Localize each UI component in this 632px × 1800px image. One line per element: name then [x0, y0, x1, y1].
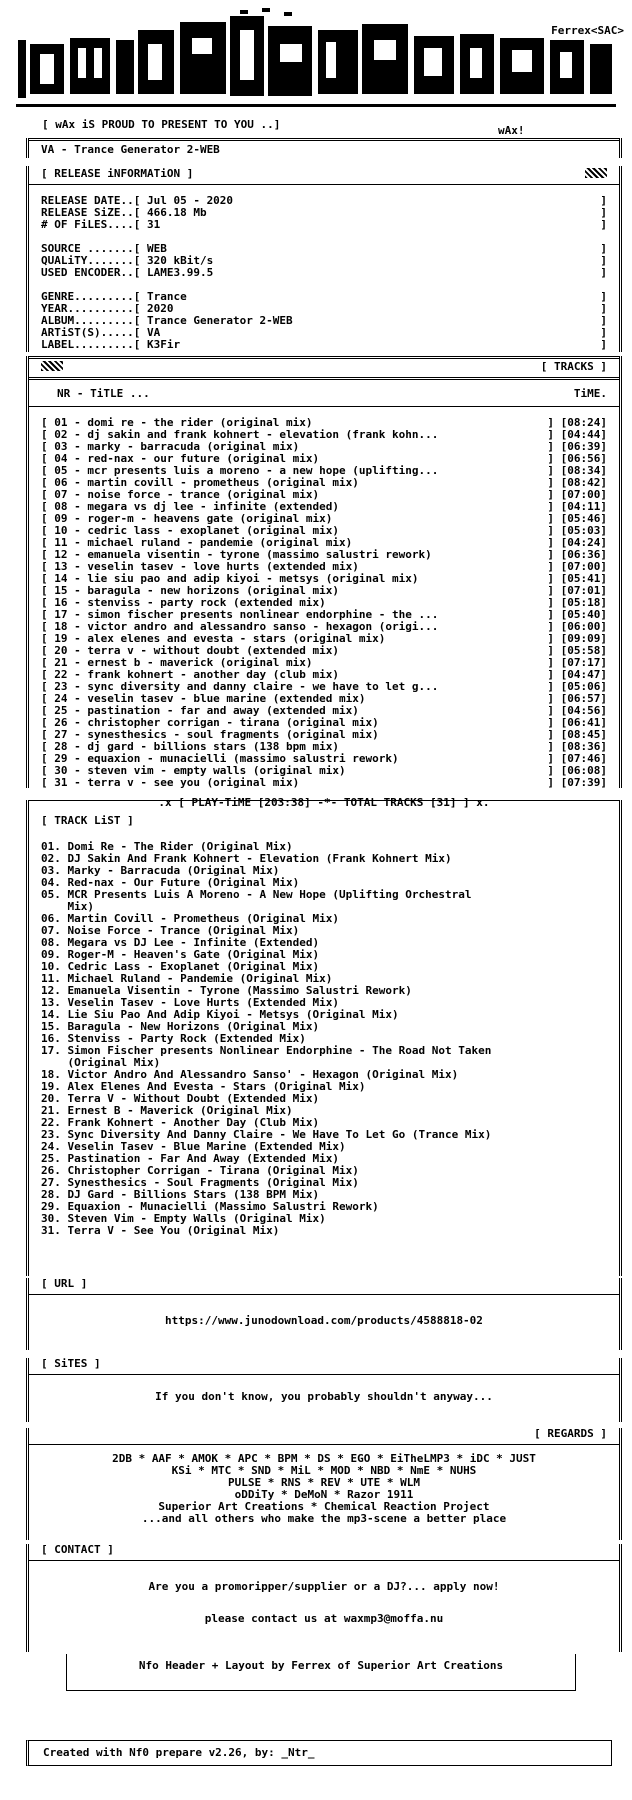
sites-heading: [ SiTES ] [41, 1357, 101, 1370]
column-time-header: TiME. [573, 387, 607, 400]
tracklist-item: 22. Frank Kohnert - Another Day (Club Mix) [41, 1116, 320, 1129]
nfo-credit-box [26, 1654, 616, 1694]
release-title: VA - Trance Generator 2-WEB [41, 143, 220, 156]
tagline: [ wAx iS PROUD TO PRESENT TO YOU ..] [42, 118, 281, 131]
contact-section [26, 1544, 622, 1652]
track-duration: ] [05:40] [547, 608, 607, 621]
tracklist-item: 05. MCR Presents Luis A Moreno - A New Hope (Uplifting Orchestral [41, 888, 472, 901]
tracklist-item: Mix) [41, 900, 94, 913]
track-title: [ 04 - red-nax - our future (original mix) [41, 452, 320, 465]
track-duration: ] [08:36] [547, 740, 607, 753]
url-section [26, 1278, 622, 1350]
track-duration: ] [07:39] [547, 776, 607, 789]
track-title: [ 08 - megara vs dj lee - infinite (extended) [41, 500, 340, 513]
tracklist-item: 04. Red-nax - Our Future (Original Mix) [41, 876, 300, 889]
track-duration: ] [07:17] [547, 656, 607, 669]
info-line: QUALiTY.......[ 320 kBit/s ] [41, 254, 607, 267]
track-duration: ] [05:03] [547, 524, 607, 537]
tracklist-item: 11. Michael Ruland - Pandemie (Original Mix) [41, 972, 333, 985]
tracklist-item: 27. Synesthesics - Soul Fragments (Original Mix) [41, 1176, 359, 1189]
info-line: ALBUM.........[ Trance Generator 2-WEB ] [41, 314, 607, 327]
tracks-section [26, 356, 622, 809]
contact-email[interactable]: please contact us at waxmp3@moffa.nu [204, 1612, 444, 1625]
column-title-header: NR - TiTLE ... [57, 387, 150, 400]
track-title: [ 03 - marky - barracuda (original mix) [41, 440, 300, 453]
track-duration: ] [06:39] [547, 440, 607, 453]
tracklist-item: 09. Roger-M - Heaven's Gate (Original Mix) [41, 948, 320, 961]
ascii-logo-header [0, 0, 632, 137]
tracklist-list [29, 827, 619, 1237]
tracklist-item: 03. Marky - Barracuda (Original Mix) [41, 864, 280, 877]
track-duration: ] [05:41] [547, 572, 607, 585]
tracklist-item: 19. Alex Elenes And Evesta - Stars (Original Mix) [41, 1080, 366, 1093]
tracklist-item: 07. Noise Force - Trance (Original Mix) [41, 924, 300, 937]
track-title: [ 06 - martin covill - prometheus (original mix) [41, 476, 359, 489]
tracklist-item: 16. Stenviss - Party Rock (Extended Mix) [41, 1032, 306, 1045]
release-info-list [29, 195, 619, 351]
tracklist-item: 21. Ernest B - Maverick (Original Mix) [41, 1104, 293, 1117]
track-duration: ] [04:56] [547, 704, 607, 717]
track-duration: ] [06:57] [547, 692, 607, 705]
tracklist-item: 12. Emanuela Visentin - Tyrone (Massimo Salustri Rework) [41, 984, 412, 997]
info-line: # OF FiLES....[ 31 ] [41, 218, 607, 231]
hatch-decoration [41, 361, 63, 371]
track-title: [ 01 - domi re - the rider (original mix) [41, 416, 313, 429]
tracklist-item: 14. Lie Siu Pao And Adip Kiyoi - Metsys (Original Mix) [41, 1008, 399, 1021]
info-line: LABEL.........[ K3Fir ] [41, 338, 607, 351]
track-title: [ 23 - sync diversity and danny claire - we have to let g... [41, 680, 439, 693]
tracklist-item: 17. Simon Fischer presents Nonlinear Endorphine - The Road Not Taken [41, 1044, 492, 1057]
track-title: [ 30 - steven vim - empty walls (original mix) [41, 764, 346, 777]
track-duration: ] [08:34] [547, 464, 607, 477]
track-row [41, 777, 607, 789]
track-duration: ] [07:00] [547, 488, 607, 501]
info-line: USED ENCODER..[ LAME3.99.5 ] [41, 266, 607, 279]
track-duration: ] [04:24] [547, 536, 607, 549]
tracklist-item: 23. Sync Diversity And Danny Claire - We Have To Let Go (Trance Mix) [41, 1128, 492, 1141]
track-title: [ 31 - terra v - see you (original mix) [41, 776, 300, 789]
tracklist-item: 01. Domi Re - The Rider (Original Mix) [41, 840, 293, 853]
created-with-text: Created with Nf0 prepare v2.26, by: _Ntr_ [43, 1746, 315, 1759]
tracklist-item: 26. Christopher Corrigan - Tirana (Original Mix) [41, 1164, 359, 1177]
track-duration: ] [05:18] [547, 596, 607, 609]
track-title: [ 26 - christopher corrigan - tirana (original mix) [41, 716, 379, 729]
track-table [29, 417, 619, 789]
track-duration: ] [06:36] [547, 548, 607, 561]
track-title: [ 28 - dj gard - billions stars (138 bpm mix) [41, 740, 340, 753]
track-title: [ 20 - terra v - without doubt (extended mix) [41, 644, 340, 657]
info-line: SOURCE .......[ WEB ] [41, 242, 607, 255]
track-duration: ] [04:47] [547, 668, 607, 681]
regards-section [26, 1428, 622, 1540]
nfo-credit: Nfo Header + Layout by Ferrex of Superior Art Creations [138, 1659, 504, 1672]
artist-credit: Ferrex<SAC> [551, 24, 624, 37]
sites-text: If you don't know, you probably shouldn't anyway... [155, 1390, 493, 1403]
track-title: [ 14 - lie siu pao and adip kiyoi - metsys (original mix) [41, 572, 419, 585]
wax-logo [0, 0, 632, 125]
info-line: GENRE.........[ Trance ] [41, 290, 607, 303]
track-duration: ] [04:11] [547, 500, 607, 513]
regards-line: ...and all others who make the mp3-scene a better place [141, 1512, 507, 1525]
info-line: RELEASE DATE..[ Jul 05 - 2020 ] [41, 194, 607, 207]
track-duration: ] [05:58] [547, 644, 607, 657]
release-info-section [26, 166, 622, 352]
tracklist-item: 08. Megara vs DJ Lee - Infinite (Extended) [41, 936, 320, 949]
track-duration: ] [06:08] [547, 764, 607, 777]
tracklist-item: 31. Terra V - See You (Original Mix) [41, 1224, 280, 1237]
track-duration: ] [04:44] [547, 428, 607, 441]
track-title: [ 05 - mcr presents luis a moreno - a new hope (uplifting... [41, 464, 439, 477]
wax-bubble: wAx! [498, 124, 525, 137]
track-title: [ 21 - ernest b - maverick (original mix) [41, 656, 313, 669]
track-duration: ] [05:06] [547, 680, 607, 693]
track-title: [ 09 - roger-m - heavens gate (original mix) [41, 512, 333, 525]
contact-apply-text: Are you a promoripper/supplier or a DJ?... apply now! [148, 1580, 500, 1593]
track-title: [ 18 - victor andro and alessandro sanso - hexagon (origi... [41, 620, 439, 633]
info-line: YEAR..........[ 2020 ] [41, 302, 607, 315]
tracklist-section [26, 800, 622, 1276]
tracklist-item: 28. DJ Gard - Billions Stars (138 BPM Mix) [41, 1188, 320, 1201]
regards-line: KSi * MTC * SND * MiL * MOD * NBD * NmE * NUHS [171, 1464, 477, 1477]
info-line: RELEASE SiZE..[ 466.18 Mb ] [41, 206, 607, 219]
track-title: [ 16 - stenviss - party rock (extended mix) [41, 596, 326, 609]
track-duration: ] [05:46] [547, 512, 607, 525]
track-title: [ 10 - cedric lass - exoplanet (original mix) [41, 524, 340, 537]
url-link[interactable]: https://www.junodownload.com/products/4588818-02 [165, 1314, 483, 1327]
play-time-total: .x [ PLAY-TiME [203:38] -*- TOTAL TRACKS [31] ] x. [158, 796, 490, 809]
track-title: [ 13 - veselin tasev - love hurts (extended mix) [41, 560, 359, 573]
tracklist-item: 30. Steven Vim - Empty Walls (Original Mix) [41, 1212, 326, 1225]
track-title: [ 17 - simon fischer presents nonlinear endorphine - the ... [41, 608, 439, 621]
track-title: [ 25 - pastination - far and away (extended mix) [41, 704, 359, 717]
track-duration: ] [06:56] [547, 452, 607, 465]
tracklist-item: 15. Baragula - New Horizons (Original Mix) [41, 1020, 320, 1033]
tracklist-item: 18. Victor Andro And Alessandro Sanso' - Hexagon (Original Mix) [41, 1068, 459, 1081]
track-title: [ 12 - emanuela visentin - tyrone (massimo salustri rework) [41, 548, 432, 561]
regards-line: 2DB * AAF * AMOK * APC * BPM * DS * EGO * EiTheLMP3 * iDC * JUST [112, 1452, 536, 1465]
tracklist-item: 25. Pastination - Far And Away (Extended Mix) [41, 1152, 340, 1165]
tracklist-item: 06. Martin Covill - Prometheus (Original Mix) [41, 912, 340, 925]
track-title: [ 27 - synesthesics - soul fragments (original mix) [41, 728, 379, 741]
track-duration: ] [07:00] [547, 560, 607, 573]
track-duration: ] [09:09] [547, 632, 607, 645]
url-heading: [ URL ] [41, 1277, 88, 1290]
regards-line: oDDiTy * DeMoN * Razor 1911 [234, 1488, 414, 1501]
tracklist-item: 20. Terra V - Without Doubt (Extended Mix) [41, 1092, 320, 1105]
regards-line: PULSE * RNS * REV * UTE * WLM [227, 1476, 421, 1489]
tracklist-item: 10. Cedric Lass - Exoplanet (Original Mix) [41, 960, 320, 973]
tracklist-item: 13. Veselin Tasev - Love Hurts (Extended Mix) [41, 996, 340, 1009]
release-title-box [26, 138, 622, 158]
track-title: [ 24 - veselin tasev - blue marine (extended mix) [41, 692, 366, 705]
tracklist-heading: [ TRACK LiST ] [41, 814, 134, 827]
tracks-heading: [ TRACKS ] [540, 360, 607, 373]
release-info-heading: [ RELEASE iNFORMATiON ] [41, 167, 194, 180]
track-duration: ] [08:45] [547, 728, 607, 741]
track-duration: ] [07:46] [547, 752, 607, 765]
track-title: [ 07 - noise force - trance (original mix) [41, 488, 320, 501]
created-with-box [26, 1740, 612, 1766]
track-duration: ] [08:42] [547, 476, 607, 489]
tracklist-item: (Original Mix) [41, 1056, 161, 1069]
tracklist-item: 29. Equaxion - Munacielli (Massimo Salustri Rework) [41, 1200, 379, 1213]
sites-section [26, 1358, 622, 1422]
track-title: [ 22 - frank kohnert - another day (club mix) [41, 668, 340, 681]
regards-line: Superior Art Creations * Chemical Reaction Project [158, 1500, 490, 1513]
tracklist-item: 24. Veselin Tasev - Blue Marine (Extended Mix) [41, 1140, 346, 1153]
tracklist-item: 02. DJ Sakin And Frank Kohnert - Elevation (Frank Kohnert Mix) [41, 852, 452, 865]
track-title: [ 11 - michael ruland - pandemie (original mix) [41, 536, 353, 549]
track-duration: ] [07:01] [547, 584, 607, 597]
track-title: [ 02 - dj sakin and frank kohnert - elevation (frank kohn... [41, 428, 439, 441]
track-title: [ 29 - equaxion - munacielli (massimo salustri rework) [41, 752, 399, 765]
regards-heading: [ REGARDS ] [534, 1427, 607, 1440]
info-line: ARTiST(S).....[ VA ] [41, 326, 607, 339]
track-title: [ 19 - alex elenes and evesta - stars (original mix) [41, 632, 386, 645]
track-duration: ] [08:24] [547, 416, 607, 429]
track-title: [ 15 - baragula - new horizons (original mix) [41, 584, 340, 597]
hatch-decoration [585, 168, 607, 178]
contact-heading: [ CONTACT ] [41, 1543, 114, 1556]
track-duration: ] [06:00] [547, 620, 607, 633]
track-duration: ] [06:41] [547, 716, 607, 729]
